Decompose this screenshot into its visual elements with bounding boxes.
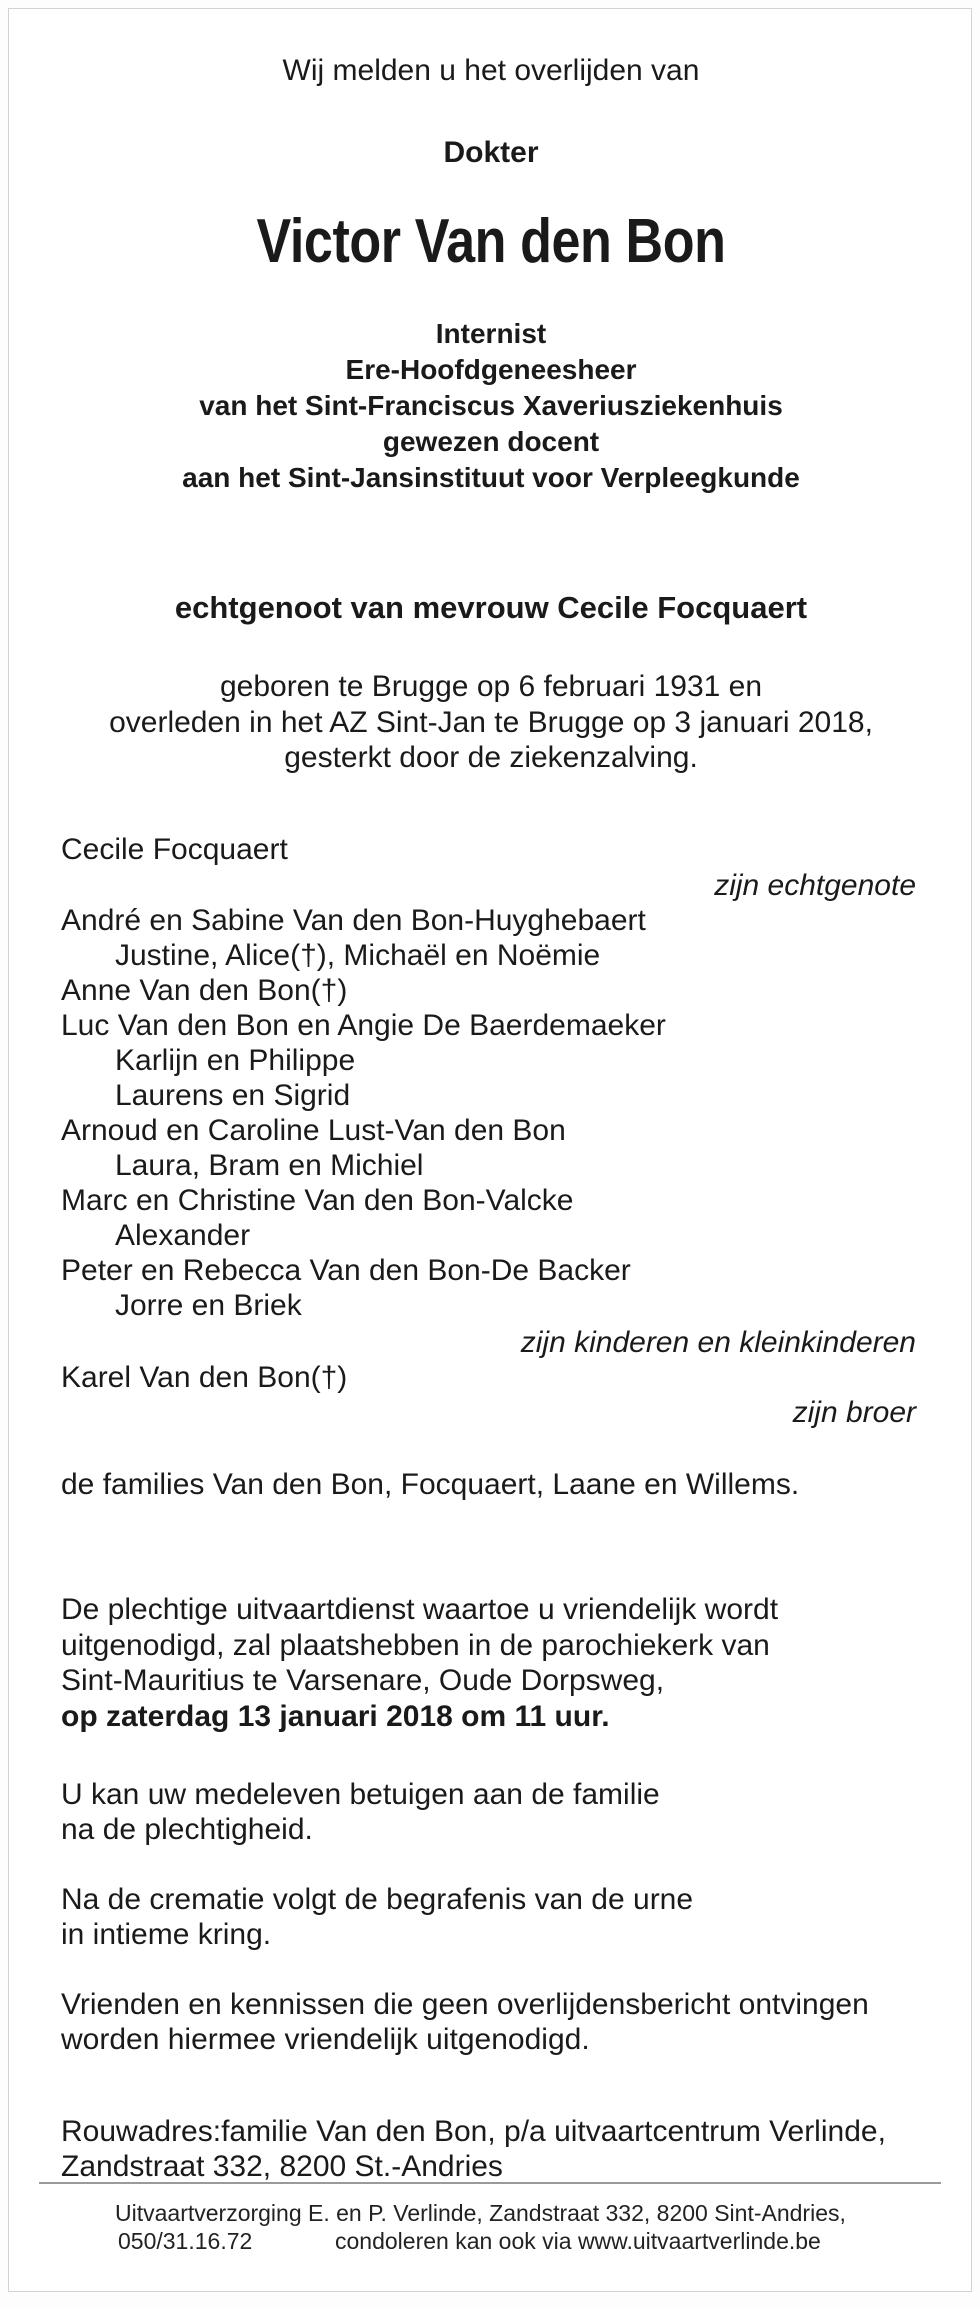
footer-line: Uitvaartverzorging E. en P. Verlinde, Zandstraat 332, 8200 Sint-Andries, (115, 2200, 846, 2226)
invitation-line: Vrienden en kennissen die geen overlijdensbericht ontvingen (61, 1988, 869, 2021)
ceremony-line: uitgenodigd, zal plaatshebben in de parochiekerk van (61, 1629, 770, 1662)
grandchild-line: Laura, Bram en Michiel (115, 1149, 424, 1182)
title-line: van het Sint-Franciscus Xaveriusziekenhuis (199, 390, 783, 421)
spouse-role: zijn echtgenote (714, 869, 916, 902)
title-line: gewezen docent (382, 426, 600, 457)
title-line: Internist (435, 318, 547, 349)
info-line: geboren te Brugge op 6 februari 1931 en (219, 670, 763, 703)
obituary-notice (8, 8, 972, 2292)
spouse-line: echtgenoot van mevrouw Cecile Focquaert (174, 590, 808, 625)
ceremony-line: De plechtige uitvaartdienst waartoe u vriendelijk wordt (61, 1593, 779, 1626)
cremation-line: Na de crematie volgt de begrafenis van de urne (61, 1883, 694, 1916)
intro-text: Wij melden u het overlijden van (282, 54, 700, 87)
grandchild-line: Justine, Alice(†), Michaël en Noëmie (115, 939, 601, 972)
invitation-line: worden hiermee vriendelijk uitgenodigd. (61, 2023, 590, 2056)
deceased-name: Victor Van den Bon (256, 207, 726, 276)
ceremony-line: Sint-Mauritius te Varsenare, Oude Dorpsweg, (61, 1664, 665, 1697)
address-line: Rouwadres:familie Van den Bon, p/a uitvaartcentrum Verlinde, (61, 2115, 886, 2148)
children-role: zijn kinderen en kleinkinderen (520, 1326, 916, 1359)
funeral-home-footer (39, 2182, 941, 2254)
info-line: gesterkt door de ziekenzalving. (284, 741, 698, 774)
condolence-line: na de plechtigheid. (61, 1813, 313, 1846)
brother-name: Karel Van den Bon(†) (61, 1361, 348, 1394)
child-line: Marc en Christine Van den Bon-Valcke (61, 1184, 574, 1217)
grandchild-line: Karlijn en Philippe (115, 1044, 356, 1077)
grandchild-line: Jorre en Briek (115, 1289, 302, 1322)
ceremony-date: op zaterdag 13 januari 2018 om 11 uur. (61, 1700, 610, 1733)
child-line: Arnoud en Caroline Lust-Van den Bon (61, 1114, 566, 1147)
child-line: Peter en Rebecca Van den Bon-De Backer (61, 1254, 631, 1287)
footer-condolences: condoleren kan ook via www.uitvaartverlinde.be (335, 2228, 821, 2254)
footer-phone: 050/31.16.72 (118, 2228, 253, 2254)
child-line: André en Sabine Van den Bon-Huyghebaert (61, 904, 646, 937)
title-line: Ere-Hoofdgeneesheer (345, 354, 637, 385)
honorific: Dokter (443, 136, 539, 169)
child-line: Luc Van den Bon en Angie De Baerdemaeker (61, 1009, 666, 1042)
families-line: de families Van den Bon, Focquaert, Laane en Willems. (61, 1468, 800, 1501)
grandchild-line: Alexander (115, 1219, 251, 1252)
info-line: overleden in het AZ Sint-Jan te Brugge op 3 januari 2018, (109, 706, 873, 739)
grandchild-line: Laurens en Sigrid (115, 1079, 351, 1112)
brother-role: zijn broer (792, 1396, 916, 1429)
condolence-line: U kan uw medeleven betuigen aan de familie (61, 1778, 660, 1811)
child-line: Anne Van den Bon(†) (61, 974, 348, 1007)
cremation-line: in intieme kring. (61, 1918, 272, 1951)
address-line: Zandstraat 332, 8200 St.-Andries (61, 2150, 503, 2183)
spouse-name: Cecile Focquaert (61, 833, 288, 866)
title-line: aan het Sint-Jansinstituut voor Verpleegkunde (182, 462, 800, 493)
